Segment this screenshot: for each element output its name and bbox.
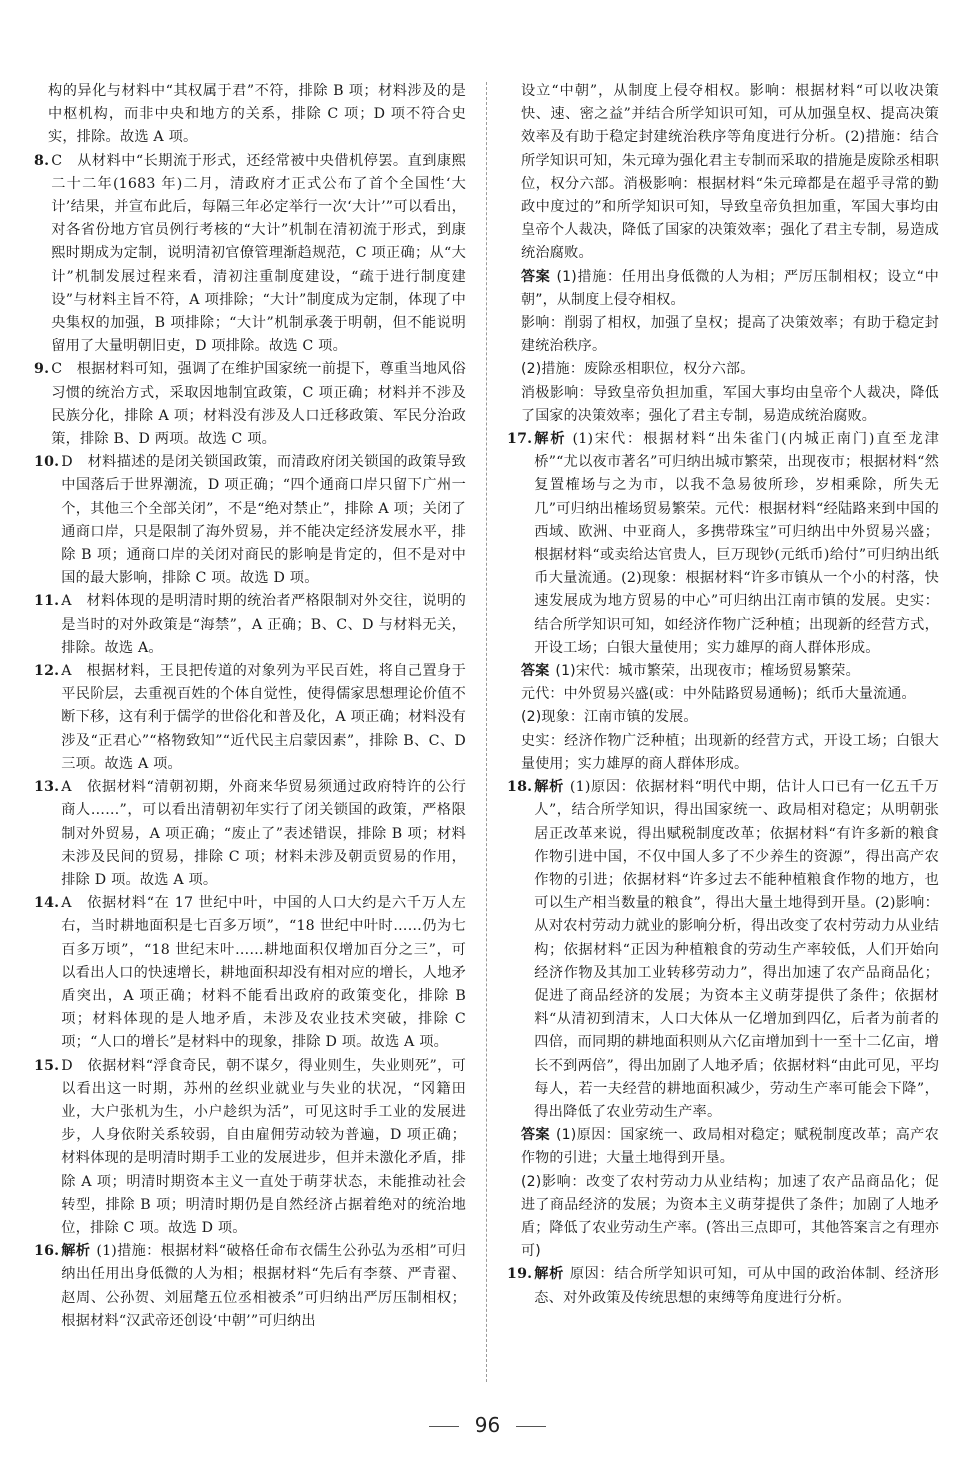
page-footer bbox=[0, 1413, 975, 1437]
question-17 bbox=[507, 428, 939, 660]
question-explanation: A 根据材料，王艮把传道的对象列为平民百姓，将自己置身于平民阶层，去重视百姓的个体自觉性，使得儒家思想理论价值不断下移，这有利于儒学的世俗化和普及化，A 项正确；材料没有涉及“正君心”“格物致知”“近代民主启蒙因素”，排除 B、C、D 三项。故选 A 项。 bbox=[61, 663, 466, 772]
analysis-label: 解析 bbox=[534, 779, 564, 796]
footer-dash-left bbox=[429, 1426, 459, 1427]
analysis-label: 解析 bbox=[61, 1243, 91, 1260]
answer-line: (2)措施：废除丞相职位，权分六部。 bbox=[521, 361, 755, 378]
left-column bbox=[34, 80, 466, 1333]
question-9 bbox=[34, 358, 466, 451]
question-explanation: A 材料体现的是明清时期的统治者严格限制对外交往，说明的是当时的对外政策是“海禁”，A 正确；B、C、D 与材料无关，排除。故选 A。 bbox=[61, 593, 466, 656]
question-18 bbox=[507, 776, 939, 1124]
question-explanation bbox=[534, 1263, 939, 1309]
question-number: 12. bbox=[34, 663, 60, 680]
question-16 bbox=[34, 1240, 466, 1333]
footer-dash-right bbox=[516, 1426, 546, 1427]
question-explanation: C 根据材料可知，强调了在维护国家统一前提下，尊重当地风俗习惯的统治方式，采取因地制宜政策，C 项正确；材料并不涉及民族分化，排除 A 项；材料没有涉及人口迁移政策、军民分治政策，排除 B、D 两项。故选 C 项。 bbox=[51, 361, 466, 448]
q18-answer bbox=[507, 1124, 939, 1263]
question-11 bbox=[34, 590, 466, 660]
question-number: 17. bbox=[507, 431, 533, 448]
question-explanation bbox=[61, 1240, 466, 1333]
question-explanation bbox=[534, 776, 939, 1124]
analysis-text: (1)宋代：根据材料“出朱雀门(内城正南门)直至龙津桥”“尤以夜市著名”可归纳出城市繁荣，出现夜市；根据材料“然复置榷场与之为市，以我不急易彼所珍，岁相乘除，所失无几”可归纳出榷场贸易繁荣。元代：根据材料“经陆路来到中国的西域、欧洲、中亚商人，多携带珠宝”可归纳出中外贸易兴盛；根据材料“或卖给达官贵人，巨万现钞(元纸币)给付”可归纳出纸币大量流通。(2)现象：根据材料“许多市镇从一个小的村落，快速发展成为地方贸易的中心”可归纳出江南市镇的发展。史实：结合所学知识可知，如经济作物广泛种植；出现新的经营方式，开设工场；白银大量使用；实力雄厚的商人群体形成。 bbox=[534, 431, 939, 656]
question-explanation: D 材料描述的是闭关锁国政策，而清政府闭关锁国的政策导致中国落后于世界潮流，D 项正确；“四个通商口岸只留下广州一个，其他三个全部关闭”，不是“绝对禁止”，排除 A 项；关闭了通商口岸，只是限制了海外贸易，并不能决定经济发展水平，排除 B 项；通商口岸的关闭对商民的影响是肯定的，但不是对中国的最大影响，排除 C 项。故选 D 项。 bbox=[61, 454, 466, 587]
question-number: 9. bbox=[34, 361, 50, 378]
answer-line: 答案 (1)宋代：城市繁荣，出现夜市；榷场贸易繁荣。 bbox=[521, 663, 860, 680]
answer-label: 答案 bbox=[521, 1127, 551, 1144]
question-number: 18. bbox=[507, 779, 533, 796]
question-number: 8. bbox=[34, 152, 50, 169]
question-number: 11. bbox=[34, 593, 60, 610]
question-number: 15. bbox=[34, 1057, 60, 1074]
question-12 bbox=[34, 660, 466, 776]
answer-line: 元代：中外贸易兴盛(或：中外陆路贸易通畅)；纸币大量流通。 bbox=[521, 686, 916, 703]
question-number: 10. bbox=[34, 454, 60, 471]
question-19 bbox=[507, 1263, 939, 1309]
analysis-text: 原因：结合所学知识可知，可从中国的政治体制、经济形态、对外政策及传统思想的束缚等角度进行分析。 bbox=[534, 1266, 939, 1306]
question-number: 19. bbox=[507, 1266, 533, 1283]
question-14 bbox=[34, 892, 466, 1054]
column-divider bbox=[486, 82, 487, 1382]
analysis-text: (1)原因：依据材料“明代中期，估计人口已有一亿五千万人”，结合所学知识，得出国家统一、政局相对稳定；从明朝张居正改革来说，得出赋税制度改革；依据材料“有许多新的粮食作物引进中国，不仅中国人多了不少养生的资源”，得出高产农作物的引进；依据材料“许多过去不能种植粮食作物的地方，也可以生产相当数量的粮食”，得出大量土地得到开垦。(2)影响：从对农村劳动力就业的影响分析，得出改变了农村劳动力从业结构；依据材料“正因为种植粮食的劳动生产率较低，人们开始向经济作物及其加工业转移劳动力”，得出加速了农产品商品化；促进了商品经济的发展；为资本主义萌芽提供了条件；依据材料“从清初到清末，人口大体从一亿增加到四亿，后者为前者的四倍，而同期的耕地面积则从六亿亩增加到十一至十二亿亩，增长不到两倍”，得出加剧了人地矛盾；依据材料“由此可见，平均每人，若一夫经营的耕地面积减少，劳动生产率可能会下降”，得出降低了农业劳动生产率。 bbox=[534, 779, 939, 1120]
analysis-label: 解析 bbox=[534, 1266, 564, 1283]
answer-label: 答案 bbox=[521, 663, 550, 680]
right-column bbox=[507, 80, 939, 1310]
answer-line: 消极影响：导致皇帝负担加重，军国大事均由皇帝个人裁决，降低了国家的决策效率；强化了君主专制，易造成统治腐败。 bbox=[521, 384, 939, 424]
page-number: 96 bbox=[474, 1413, 501, 1437]
analysis-text: (1)措施：根据材料“破格任命布衣儒生公孙弘为丞相”可归纳出任用出身低微的人为相；根据材料“先后有李蔡、严青翟、赵周、公孙贺、刘屈氂五位丞相被杀”可归纳出严厉压制相权；根据材料“汉武帝还创设‘中朝’”可归纳出 bbox=[61, 1243, 466, 1329]
question-15 bbox=[34, 1055, 466, 1241]
answer-line: (2)现象：江南市镇的发展。 bbox=[521, 709, 698, 726]
question-number: 14. bbox=[34, 895, 60, 912]
answer-label: 答案 bbox=[521, 268, 551, 285]
answer-line: 影响：削弱了相权，加强了皇权；提高了决策效率；有助于稳定封建统治秩序。 bbox=[521, 315, 939, 355]
question-8 bbox=[34, 150, 466, 359]
question-explanation: D 依据材料“浮食奇民，朝不谋夕，得业则生，失业则死”，可以看出这一时期，苏州的丝织业就业与失业的状况，“冈籍田业，大户张机为生，小户趁织为活”，可见这时手工业的发展进步，人身依附关系较弱，自由雇佣劳动较为普遍，D 项正确；材料体现的是明清时期手工业的发展进步，但并未激化矛盾，排除 A 项；明清时期资本主义一直处于萌芽状态，未能推动社会转型，排除 B 项；明清时期仍是自然经济占据着绝对的统治地位，排除 C 项。故选 D 项。 bbox=[61, 1057, 466, 1236]
q16-continued-analysis: 设立“中朝”，从制度上侵夺相权。影响：根据材料“可以收决策快、速、密之益”并结合所学知识可知，可从加强皇权、提高决策效率及有助于稳定封建统治秩序等角度进行分析。(2)措施：结合所学知识可知，朱元璋为强化君主专制而采取的措施是废除丞相职位，权分六部。消极影响：根据材料“朱元璋都是在超乎寻常的勤政中度过的”和所学知识可知，导致皇帝负担加重，军国大事均由皇帝个人裁决，降低了国家的决策效率；强化了君主专制，易造成统治腐败。 bbox=[521, 83, 939, 262]
analysis-label: 解析 bbox=[534, 431, 567, 448]
question-number: 13. bbox=[34, 779, 60, 796]
q16-answer bbox=[507, 266, 939, 428]
question-explanation bbox=[534, 428, 939, 660]
answer-line: (2)影响：改变了农村劳动力从业结构；加速了农产品商品化；促进了商品经济的发展；为资本主义萌芽提供了条件；加剧了人地矛盾；降低了农业劳动生产率。(答出三点即可，其他答案言之有理亦可) bbox=[521, 1173, 939, 1260]
question-number: 16. bbox=[34, 1243, 60, 1260]
answer-line: 答案 (1)措施：任用出身低微的人为相；严厉压制相权；设立“中朝”，从制度上侵夺相权。 bbox=[521, 268, 940, 308]
answer-line: 史实：经济作物广泛种植；出现新的经营方式，开设工场；白银大量使用；实力雄厚的商人群体形成。 bbox=[521, 732, 939, 772]
question-explanation: C 从材料中“长期流于形式，还经常被中央借机停罢。直到康熙二十二年(1683 年)二月，清政府才正式公布了首个全国性‘大计’结果，并宣布此后，每隔三年必定举行一次‘大计’”可以看出，对各省份地方官员例行考核的“大计”机制在清初流于形式，到康熙时期成为定制，说明清初官僚管理渐趋规范，C 项正确；从“大计”机制发展过程来看，清初注重制度建设，“疏于进行制度建设”与材料主旨不符，A 项排除；“大计”制度成为定制，体现了中央集权的加强，B 项排除；“大计”机制承袭于明朝，但不能说明留用了大量明朝旧吏，D 项排除。故选 C 项。 bbox=[51, 152, 466, 355]
answer-line: 答案 (1)原因：国家统一、政局相对稳定；赋税制度改革；高产农作物的引进；大量土地得到开垦。 bbox=[521, 1127, 939, 1167]
question-10 bbox=[34, 451, 466, 590]
q17-answer bbox=[507, 660, 939, 776]
question-explanation: A 依据材料“清朝初期，外商来华贸易须通过政府特许的公行商人……”，可以看出清朝初年实行了闭关锁国的政策，严格限制对外贸易，A 项正确；“废止了”表述错误，排除 B 项；材料未涉及民间的贸易，排除 C 项；材料未涉及朝贡贸易的作用，排除 D 项。故选 A 项。 bbox=[61, 779, 466, 888]
continued-explanation: 构的异化与材料中“其权属于君”不符，排除 B 项；材料涉及的是中枢机构，而非中央和地方的关系，排除 C 项；D 项不符合史实，排除。故选 A 项。 bbox=[48, 83, 466, 146]
question-13 bbox=[34, 776, 466, 892]
question-explanation: A 依据材料“在 17 世纪中叶，中国的人口大约是六千万人左右，当时耕地面积是七百多万顷”，“18 世纪中叶时……仍为七百多万顷”，“18 世纪末叶……耕地面积仅增加百分之三”，可以看出人口的快速增长，耕地面积却没有相对应的增长，人地矛盾突出，A 项正确；材料不能看出政府的政策变化，排除 B 项；材料体现的是人地矛盾，未涉及农业技术突破，排除 C 项；“人口的增长”是材料中的现象，排除 D 项。故选 A 项。 bbox=[61, 895, 466, 1051]
